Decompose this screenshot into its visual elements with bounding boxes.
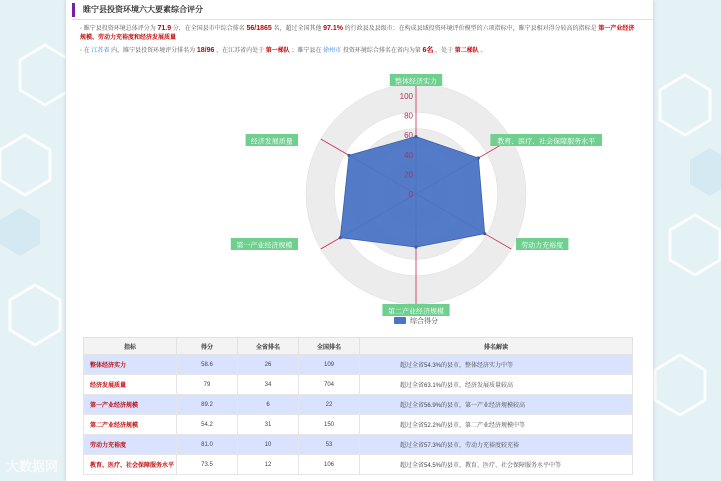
city-link[interactable]: 徐州市	[323, 48, 342, 54]
interpretation-cell: 超过全省57.3%的县市，劳动力充裕度较充裕	[360, 435, 633, 455]
summary-bullets	[80, 24, 640, 59]
radar-tick-label: 0	[408, 190, 413, 199]
summary-text: 在	[83, 48, 90, 54]
province-rank-cell: 12	[238, 455, 299, 475]
score-cell: 54.2	[177, 415, 238, 435]
legend-swatch	[394, 317, 406, 324]
legend-label: 综合得分	[410, 318, 438, 325]
indicator-cell: 整体经济实力	[84, 355, 177, 375]
radar-point	[483, 232, 486, 235]
radar-indicator-label: 经济发展质量	[250, 138, 293, 146]
col-header-score: 得分	[177, 338, 238, 355]
summary-text: 内，睢宁县投资环境评分排名为	[111, 48, 196, 54]
col-header-national-rank: 全国排名	[299, 338, 360, 355]
bullet-dot: ◦	[80, 48, 84, 54]
score-cell: 79	[177, 375, 238, 395]
table-row	[84, 435, 633, 455]
score-cell: 58.6	[177, 355, 238, 375]
score-cell: 73.5	[177, 455, 238, 475]
interpretation-cell: 超过全省63.1%的县市，经济发展质量较高	[360, 375, 633, 395]
summary-text: ，在江苏省内处于	[216, 48, 265, 54]
table-header-row	[84, 338, 633, 355]
table-row	[84, 415, 633, 435]
radar-point	[477, 156, 480, 159]
radar-point	[347, 154, 350, 157]
national-rank-cell: 53	[299, 435, 360, 455]
report-panel	[66, 0, 653, 481]
col-header-interpretation: 排名解读	[360, 338, 633, 355]
radar-indicator-label: 劳动力充裕度	[521, 242, 564, 250]
table-row	[84, 395, 633, 415]
radar-tick-label: 80	[404, 111, 413, 121]
summary-text: 投资环境综合排名在省内为第	[342, 48, 421, 54]
summary-text: ，处于	[435, 48, 454, 54]
radar-point	[339, 236, 342, 239]
total-score: 71.9	[157, 25, 172, 32]
radar-indicator-label: 整体经济实力	[395, 78, 437, 86]
summary-line-2	[80, 46, 640, 56]
national-rank-cell: 150	[299, 415, 360, 435]
indicator-cell: 第一产业经济规模	[84, 395, 177, 415]
bullet-dot: ◦	[80, 26, 84, 32]
province-rank-cell: 26	[238, 355, 299, 375]
indicator-cell: 第二产业经济规模	[84, 415, 177, 435]
province-tier: 第一梯队	[265, 48, 290, 54]
radar-indicator-label: 第二产业经济规模	[388, 308, 444, 316]
interpretation-cell: 超过全省52.2%的县市，第二产业经济规模中等	[360, 415, 633, 435]
summary-line-1	[80, 24, 640, 43]
indicator-cell: 教育、医疗、社会保障服务水平	[84, 455, 177, 475]
radar-tick-label: 60	[404, 131, 413, 141]
interpretation-cell: 超过全省54.5%的县市，教育、医疗、社会保障服务水平中等	[360, 455, 633, 475]
national-rank-cell: 109	[299, 355, 360, 375]
radar-point	[414, 246, 417, 249]
summary-text: 。	[480, 48, 487, 54]
watermark: 大数据网	[6, 459, 59, 474]
summary-text: 名，超过全国其他	[273, 26, 322, 32]
province-rank: 18/96	[196, 47, 215, 54]
table-row	[84, 355, 633, 375]
col-header-province-rank: 全省排名	[238, 338, 299, 355]
province-rank-cell: 6	[238, 395, 299, 415]
province-rank-cell: 34	[238, 375, 299, 395]
radar-tick-label: 40	[404, 150, 413, 160]
col-header-indicator: 指标	[84, 338, 177, 355]
table-row	[84, 455, 633, 475]
section-title: 睢宁县投资环境六大要素综合评分	[72, 3, 203, 17]
province-link[interactable]: 江苏省	[91, 48, 110, 54]
province-rank-cell: 31	[238, 415, 299, 435]
radar-point	[414, 135, 417, 138]
radar-indicator-label: 第一产业经济规模	[236, 242, 293, 250]
summary-text: 睢宁县投资环境总体评分为	[83, 26, 156, 32]
radar-tick-label: 100	[399, 92, 413, 101]
strong-items: 第一产业经济规模、劳动力充裕度和经济发展质量	[80, 26, 635, 41]
score-cell: 89.2	[177, 395, 238, 415]
indicator-cell: 经济发展质量	[84, 375, 177, 395]
radar-indicator-label: 教育、医疗、社会保障服务水平	[497, 138, 596, 146]
percent-exceeded: 97.1%	[323, 25, 343, 32]
interpretation-cell: 超过全省54.3%的县市，整体经济实力中等	[360, 355, 633, 375]
radar-tick-label: 20	[404, 170, 413, 180]
national-rank-cell: 106	[299, 455, 360, 475]
summary-text: ；睢宁县在	[291, 48, 322, 54]
score-table	[83, 337, 633, 475]
radar-chart	[164, 70, 604, 332]
city-tier: 第二梯队	[454, 48, 479, 54]
summary-text: 的行政县及县级市；在构成县域投资环境评价模型的六项指标中，睢宁县相对得分较高的指标是	[344, 26, 597, 32]
national-rank-cell: 22	[299, 395, 360, 415]
province-rank-cell: 10	[238, 435, 299, 455]
interpretation-cell: 超过全省56.9%的县市，第一产业经济规模较高	[360, 395, 633, 415]
national-rank-cell: 704	[299, 375, 360, 395]
summary-text: 分，在全国县市中综合排名	[172, 26, 245, 32]
city-rank: 6名	[422, 47, 434, 54]
score-cell: 81.0	[177, 435, 238, 455]
indicator-cell: 劳动力充裕度	[84, 435, 177, 455]
table-row	[84, 375, 633, 395]
national-rank: 56/1865	[246, 25, 272, 32]
